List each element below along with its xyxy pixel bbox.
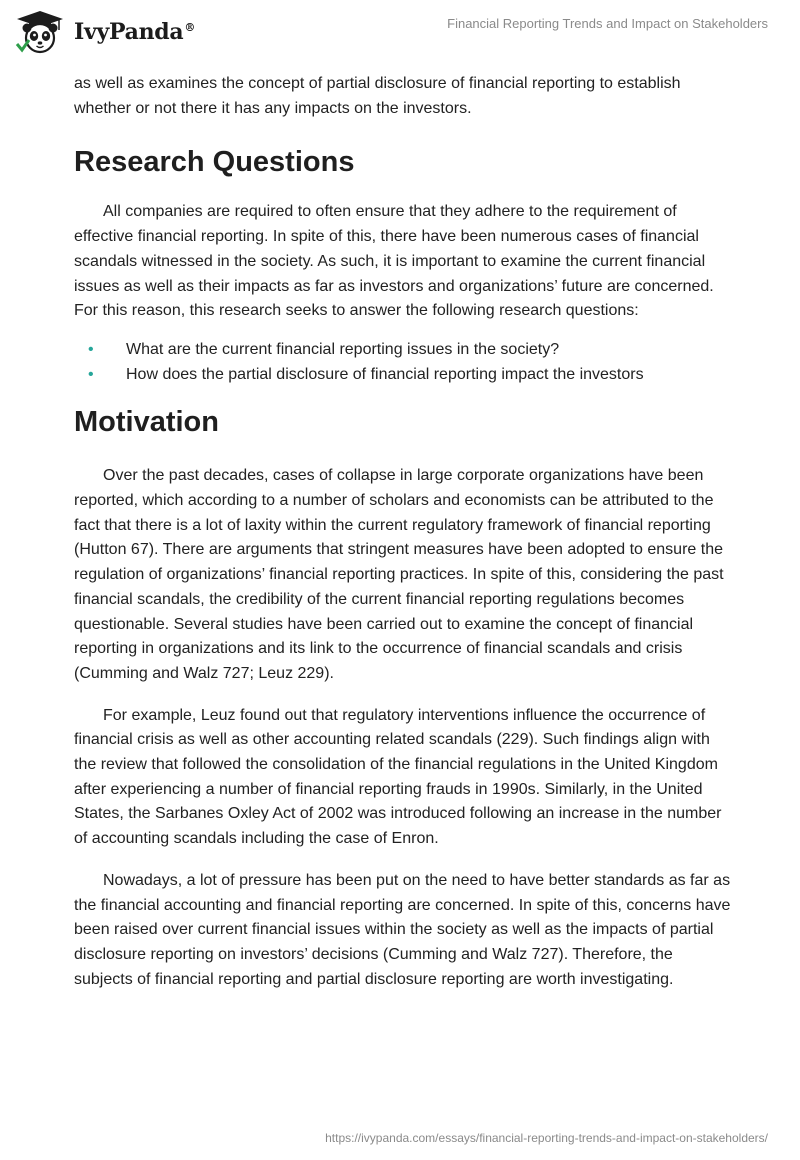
motivation-heading: Motivation — [74, 406, 219, 439]
ivypanda-logo[interactable] — [14, 8, 194, 56]
motivation-paragraph-1: Over the past decades, cases of collapse in large corporate organizations have been reported, which according to a number of scholars and economists can be attributed to the fact that there is a lot of laxity within the current regulatory framework of financial reporting (Hutton 67). There are arguments that stringent measures have been adopted to ensure the regulation of organizations’ financial reporting practices. In spite of this, considering the past financial scandals, the credibility of the current financial reporting regulations becomes questionable. Several studies have been carried out to examine the concept of financial reporting in organizations and its link to the occurrence of financial scandals and crisis (Cumming and Walz 727; Leuz 229). — [74, 467, 724, 682]
intro-paragraph: as well as examines the concept of partial disclosure of financial reporting to establish whether or not there it has any impacts on the investors. — [74, 75, 681, 117]
list-item — [74, 338, 734, 363]
list-item-text: What are the current financial reporting issues in the society? — [126, 340, 560, 358]
source-url[interactable]: https://ivypanda.com/essays/financial-reporting-trends-and-impact-on-stakeholders/ — [325, 1131, 768, 1145]
registered-mark: ® — [184, 20, 196, 34]
research-questions-heading: Research Questions — [74, 146, 355, 179]
panda-graduate-icon — [14, 10, 66, 54]
list-item-text: How does the partial disclosure of financial reporting impact the investors — [126, 365, 644, 383]
bullet-dot-icon: • — [88, 340, 94, 358]
motivation-paragraph-3: Nowadays, a lot of pressure has been put on the need to have better standards as far as the financial accounting and financial reporting are concerned. In spite of this, concerns have been raised over current financial issues within the society as well as the impacts of partial disclosure reporting on investors’ decisions (Cumming and Walz 727). Therefore, the subjects of financial reporting and partial disclosure reporting are worth investigating. — [74, 871, 731, 988]
research-questions-paragraph: All companies are required to often ensure that they adhere to the requirement of effective financial reporting. In spite of this, there have been numerous cases of financial scandals witnessed in the society. As such, it is important to examine the current financial issues as well as their impacts as far as investors and organizations’ future are concerned. For this reason, this research seeks to answer the following research questions: — [74, 203, 714, 320]
list-item — [74, 363, 734, 388]
brand-name: IvyPanda® — [74, 19, 196, 45]
motivation-paragraph-2: For example, Leuz found out that regulatory interventions influence the occurrence of financial crisis as well as other accounting related scandals (229). Such findings align with the review that followed the consolidation of the financial regulations in the United Kingdom after experiencing a number of financial reporting frauds in 1990s. Similarly, in the United States, the Sarbanes Oxley Act of 2002 was introduced following an increase in the number of accounting scandals including the case of Enron. — [74, 706, 722, 848]
page-header — [0, 0, 800, 66]
bullet-dot-icon: • — [88, 365, 94, 383]
research-questions-list — [74, 338, 734, 387]
document-title: Financial Reporting Trends and Impact on Stakeholders — [447, 16, 768, 31]
article-body — [74, 72, 734, 992]
